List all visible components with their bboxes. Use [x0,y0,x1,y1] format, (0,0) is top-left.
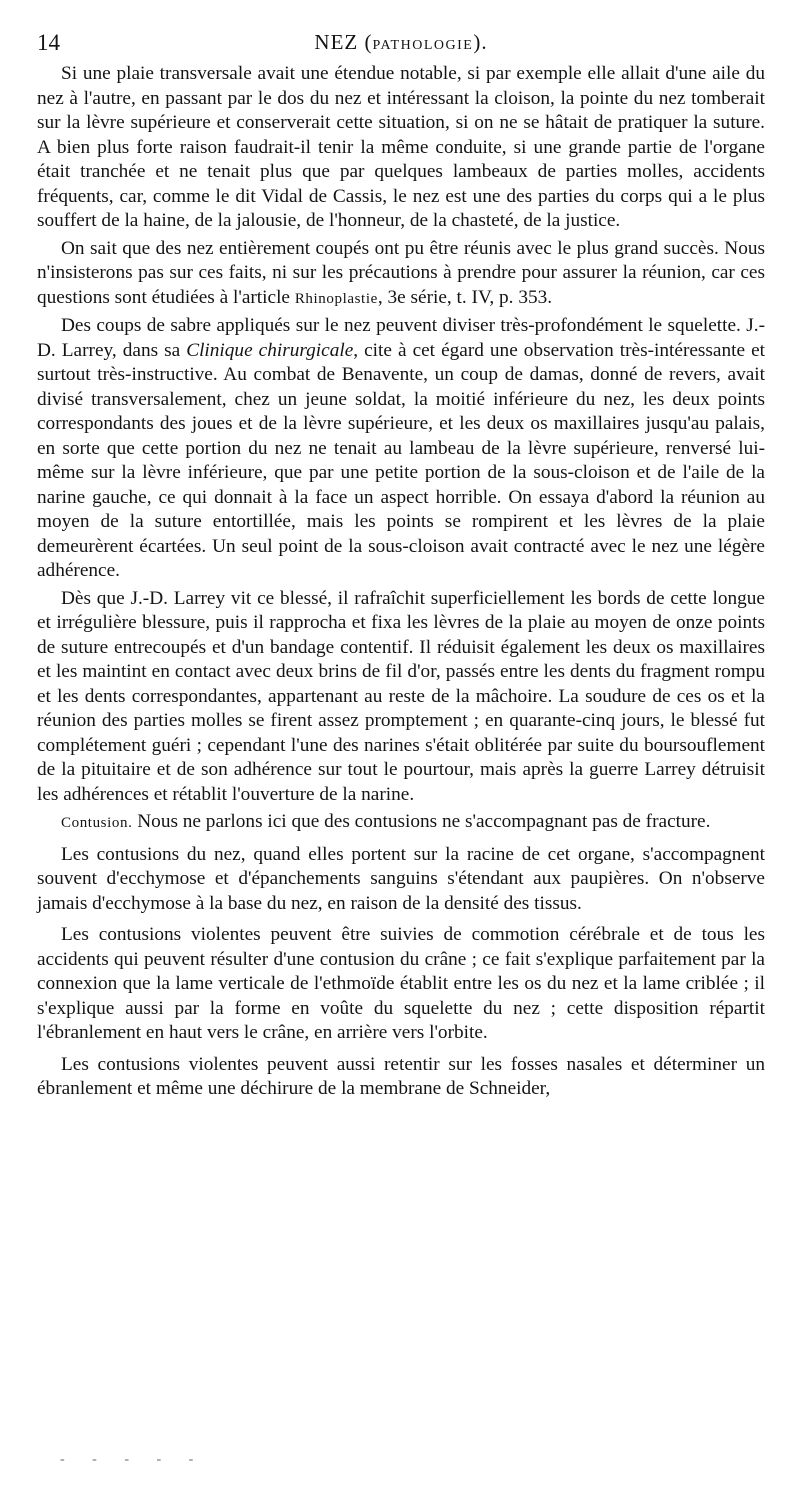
paragraph-text: , cite à cet égard une observation très-intéressante et surtout très-instructive. Au combat de Benavente, un coup de damas, donné de revers, avait divisé transversalement, chez un jeune soldat, la moitié inférieure du nez, les deux points correspondants des joues et de la lèvre supérieure, et les deux os maxillaires jusqu'au palais, en sorte que cette portion du nez ne tenait au lambeau de la lèvre supérieure, renversé lui-même sur la lèvre inférieure, que par une petite portion de la sous-cloison et de l'aile de la narine gauche, ce qui donnait à la face un aspect horrible. On essaya d'abord la réunion au moyen de la suture entortillée, mais les points se rompirent et les lèvres de la plaie demeurèrent écartées. Un seul point de la sous-cloison avait contracté avec le nez une légère adhérence. [37,339,765,581]
paragraph-nez-coupes [37,237,765,312]
paragraph-contusions-violentes: Les contusions violentes peuvent être suivies de commotion cérébrale et de tous les accidents qui peuvent résulter d'une contusion du crâne ; ce fait s'explique parfaitement par la connexion que la lame verticale de l'ethmoïde établit entre les os du nez et la lame criblée ; il s'explique aussi par la forme en voûte du squelette du nez ; cette disposition répartit l'ébranlement en haut vers le crâne, en arrière vers l'orbite. [37,924,765,1043]
paragraph-coups-de-sabre [37,314,765,584]
running-head-main: NEZ ( [314,30,373,54]
paragraph-text: Nous ne parlons ici que des contusions ne s'accompagnant pas de fracture. [132,811,711,832]
paragraph-fosses-nasales: Les contusions violentes peuvent aussi retentir sur les fosses nasales et déterminer un ébranlement et même une déchirure de la membrane de Schneider, [37,1053,765,1099]
running-head [37,30,765,55]
book-title: Clinique chirurgicale [186,339,354,361]
page-header [37,30,765,60]
paragraph-text: On sait que des nez entièrement coupés ont pu être réunis avec le plus grand succès. Nous n'insisterons pas sur ces faits, ni sur les précautions à prendre pour assurer la réunion, car ces questions sont étudiées à l'article [37,237,765,308]
cross-reference-rhinoplastie: Rhinoplastie [294,290,378,307]
paragraph-contusion-heading [37,810,765,836]
running-head-end: ). [473,30,488,54]
paragraph-text: Des coups de sabre appliqués sur le nez peuvent diviser très-profondément le squelette. J.-D. Larrey, dans sa [37,315,765,361]
paragraph-text: , 3e série, t. IV, p. 353. [377,286,553,308]
body-text [37,62,765,1107]
footer-marks: - - - - - [60,1452,206,1467]
paragraph-larrey-traitement: Dès que J.-D. Larrey vit ce blessé, il rafraîchit superficiellement les bords de cette longue et irrégulière blessure, puis il rapprocha et fixa les lèvres de la plaie au moyen de onze points de suture entrecoupés et d'un bandage contentif. Il réduisit également les deux os maxillaires et les maintint en contact avec deux brins de fil d'or, passés entre les dents du fragment rompu et les dents correspondantes, appartenant au reste de la mâchoire. La soudure de ces os et la réunion des parties molles se firent assez promptement ; en quarante-cinq jours, le blessé fut complétement guéri ; cependant l'une des narines s'était oblitérée par suite du boursouflement de la pituitaire et de son adhérence sur tout le pourtour, mais après la guerre Larrey détruisit les adhérences et rétablit l'ouverture de la narine. [37,587,765,805]
paragraph-contusions-racine: Les contusions du nez, quand elles portent sur la racine de cet organe, s'accompagnent souvent d'ecchymose et d'épanchements sanguins s'étendant aux paupières. On n'observe jamais d'ecchymose à la base du nez, en raison de la densité des tissus. [37,843,765,914]
section-heading-contusion: Contusion. [61,815,133,831]
running-head-small: PATHOLOGIE [372,38,474,53]
paragraph-plaie-transversale: Si une plaie transversale avait une étendue notable, si par exemple elle allait d'une aile du nez à l'autre, en passant par le dos du nez et intéressant la cloison, la pointe du nez tomberait sur la lèvre supérieure et conserverait cette situation, si on ne se hâtait de pratiquer la suture. A bien plus forte raison faudrait-il tenir la même conduite, si une grande partie de l'organe était tranchée et ne tenait plus que par quelques lambeaux de parties molles, accidents fréquents, car, comme le dit Vidal de Cassis, le nez est une des parties du corps qui a le plus souffert de la haine, de la jalousie, de l'honneur, de la chasteté, de la justice. [37,63,765,231]
page-number: 14 [37,30,60,55]
